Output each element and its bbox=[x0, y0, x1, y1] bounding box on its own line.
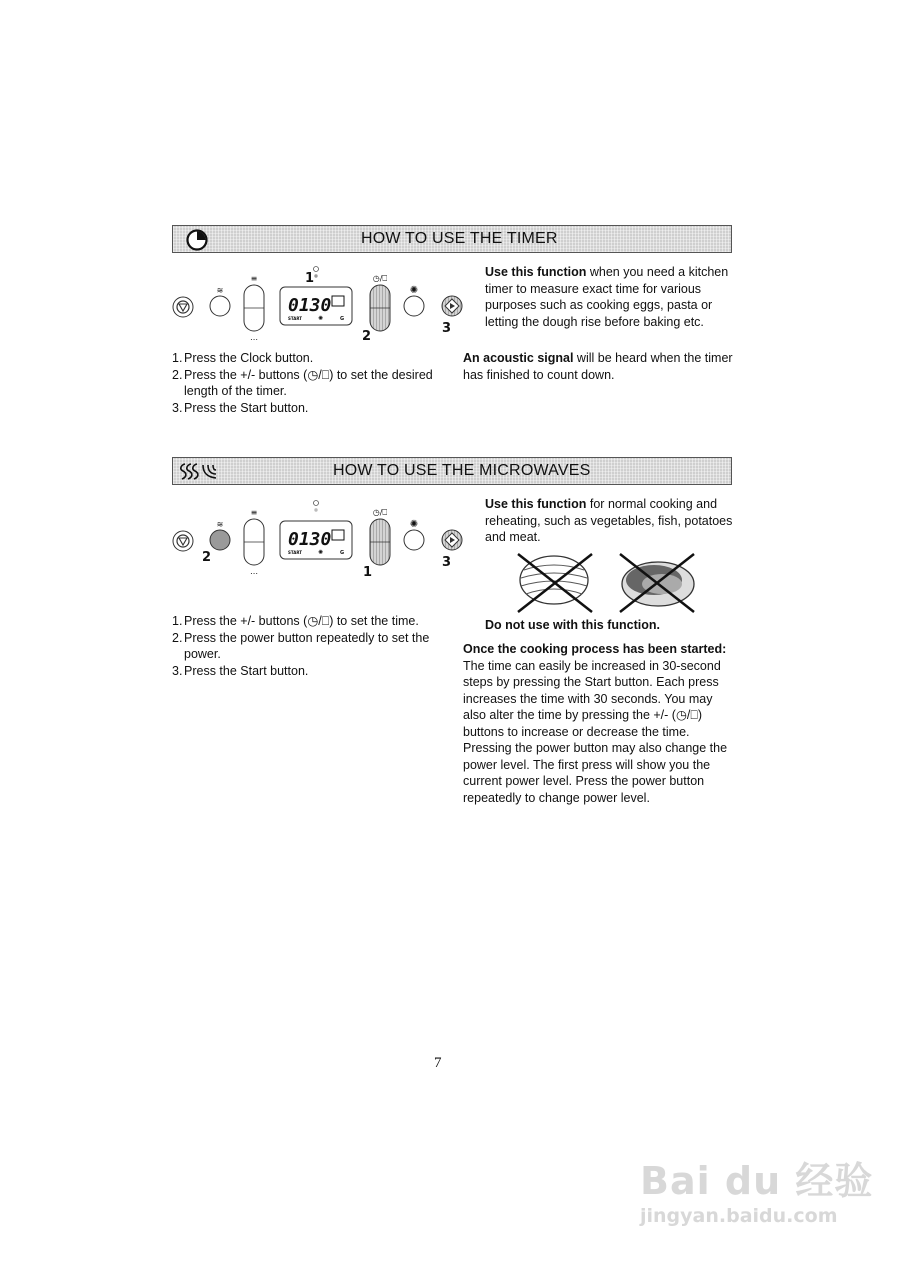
list-item bbox=[172, 613, 442, 630]
start-button[interactable] bbox=[442, 530, 462, 550]
step-number: 1. bbox=[172, 614, 183, 628]
list-item bbox=[172, 367, 442, 400]
power-button[interactable] bbox=[210, 286, 230, 316]
timer-steps-list bbox=[172, 350, 442, 416]
microwave-icon: ≋ bbox=[216, 286, 224, 295]
timer-section-title: HOW TO USE THE TIMER bbox=[361, 230, 558, 247]
step-text: Press the +/- buttons (◷/⎕) to set the desired length of the timer. bbox=[184, 367, 433, 398]
microwave-intro-bold: Use this function bbox=[485, 497, 587, 511]
timer-intro-rest: when you need a kitchen timer to measure exact time for various purposes such as cooking eggs, pasta or letting the dough rise before baking etc. bbox=[485, 265, 729, 329]
timer-signal-text bbox=[463, 350, 733, 383]
baidu-watermark bbox=[640, 1150, 873, 1227]
defrost-button[interactable] bbox=[404, 285, 424, 316]
once-started-title: Once the cooking process has been started: bbox=[463, 642, 727, 656]
callout-1: 1 bbox=[363, 565, 373, 580]
list-item bbox=[172, 663, 442, 680]
start-button[interactable] bbox=[442, 296, 462, 316]
display-digits: 0130 bbox=[288, 295, 332, 316]
microwave-steps-list bbox=[172, 613, 442, 679]
step-text: Press the power button repeatedly to set the power. bbox=[184, 630, 430, 661]
warning-text: Do not use with this function. bbox=[485, 618, 660, 632]
step-text: Press the Clock button. bbox=[184, 351, 314, 365]
display-digits: 0130 bbox=[288, 529, 332, 550]
defrost-button[interactable] bbox=[404, 519, 424, 550]
stop-button[interactable] bbox=[173, 297, 193, 317]
once-started-block bbox=[463, 641, 733, 806]
time-plus-minus-rocker[interactable] bbox=[370, 274, 390, 331]
power-button[interactable] bbox=[210, 520, 230, 550]
clock-weight-icon: ◷/⎕ bbox=[372, 508, 388, 517]
step-number: 2. bbox=[172, 630, 183, 645]
microwave-control-panel bbox=[172, 496, 472, 582]
clock-indicator[interactable] bbox=[314, 267, 319, 278]
list-item bbox=[172, 350, 442, 367]
timer-section-banner bbox=[172, 225, 732, 253]
microwave-section-banner bbox=[172, 457, 732, 485]
once-started-body: The time can easily be increased in 30-second steps by pressing the Start button. Each press increases the time with 30 seconds. You may also alter the time by pressing the +/- (◷/⎕) buttons to increase or decrease the time. Pressing the power button may also change the power level. The first press will show you the current power level. Press the power button repeatedly to change power level. bbox=[463, 658, 728, 805]
lcd-display bbox=[280, 521, 352, 559]
time-plus-minus-rocker[interactable] bbox=[370, 508, 390, 565]
grill-rocker-button[interactable] bbox=[244, 274, 264, 344]
display-g-label: G bbox=[340, 316, 345, 322]
clock-indicator[interactable] bbox=[314, 501, 319, 512]
grill-bottom-icon: ⋯ bbox=[250, 569, 258, 578]
microwave-waves-icon bbox=[179, 461, 219, 488]
callout-1: 1 bbox=[305, 271, 315, 286]
grill-top-icon: ≡ bbox=[250, 274, 258, 283]
timer-signal-bold: An acoustic signal bbox=[463, 351, 574, 365]
grill-rocker-button[interactable] bbox=[244, 508, 264, 578]
clock-icon bbox=[185, 229, 209, 256]
timer-control-panel bbox=[172, 262, 472, 348]
microwave-intro-text bbox=[485, 496, 735, 546]
display-defrost-icon: ✺ bbox=[318, 549, 324, 556]
step-text: Press the Start button. bbox=[184, 400, 309, 415]
timer-intro-text bbox=[485, 264, 737, 330]
metal-tray-crossed-icon bbox=[620, 554, 694, 612]
page-number: 7 bbox=[434, 1055, 442, 1071]
callout-3: 3 bbox=[442, 321, 452, 336]
step-text: Press the +/- buttons (◷/⎕) to set the time. bbox=[184, 614, 419, 628]
microwave-section-title: HOW TO USE THE MICROWAVES bbox=[333, 462, 591, 479]
display-g-label: G bbox=[340, 550, 345, 556]
microwave-intro-rest: for normal cooking and reheating, such as vegetables, fish, potatoes and meat. bbox=[485, 497, 733, 544]
grill-top-icon: ≡ bbox=[250, 508, 258, 517]
step-number: 3. bbox=[172, 663, 183, 678]
defrost-icon: ✺ bbox=[409, 285, 419, 296]
step-text: Press the Start button. bbox=[184, 663, 309, 678]
lcd-display bbox=[280, 287, 352, 325]
microwave-icon: ≋ bbox=[216, 520, 224, 529]
callout-2: 2 bbox=[202, 550, 212, 565]
wire-rack-crossed-icon bbox=[518, 554, 592, 612]
stop-button[interactable] bbox=[173, 531, 193, 551]
grill-bottom-icon: ⋯ bbox=[250, 335, 258, 344]
timer-signal-rest: will be heard when the timer has finished to count down. bbox=[463, 351, 733, 382]
watermark-logo: Bai du 经验 bbox=[640, 1159, 874, 1203]
display-start-label: START bbox=[288, 316, 303, 321]
step-number: 3. bbox=[172, 400, 183, 415]
step-number: 2. bbox=[172, 367, 183, 382]
timer-intro-bold: Use this function bbox=[485, 265, 587, 279]
display-defrost-icon: ✺ bbox=[318, 315, 324, 322]
callout-3: 3 bbox=[442, 555, 452, 570]
list-item bbox=[172, 630, 442, 663]
watermark-url: jingyan.baidu.com bbox=[640, 1205, 838, 1227]
step-number: 1. bbox=[172, 351, 183, 365]
callout-2: 2 bbox=[362, 329, 372, 344]
forbidden-dishes-illustration bbox=[514, 550, 704, 618]
display-start-label: START bbox=[288, 550, 303, 555]
defrost-icon: ✺ bbox=[409, 519, 419, 530]
clock-weight-icon: ◷/⎕ bbox=[372, 274, 388, 283]
list-item bbox=[172, 400, 442, 417]
